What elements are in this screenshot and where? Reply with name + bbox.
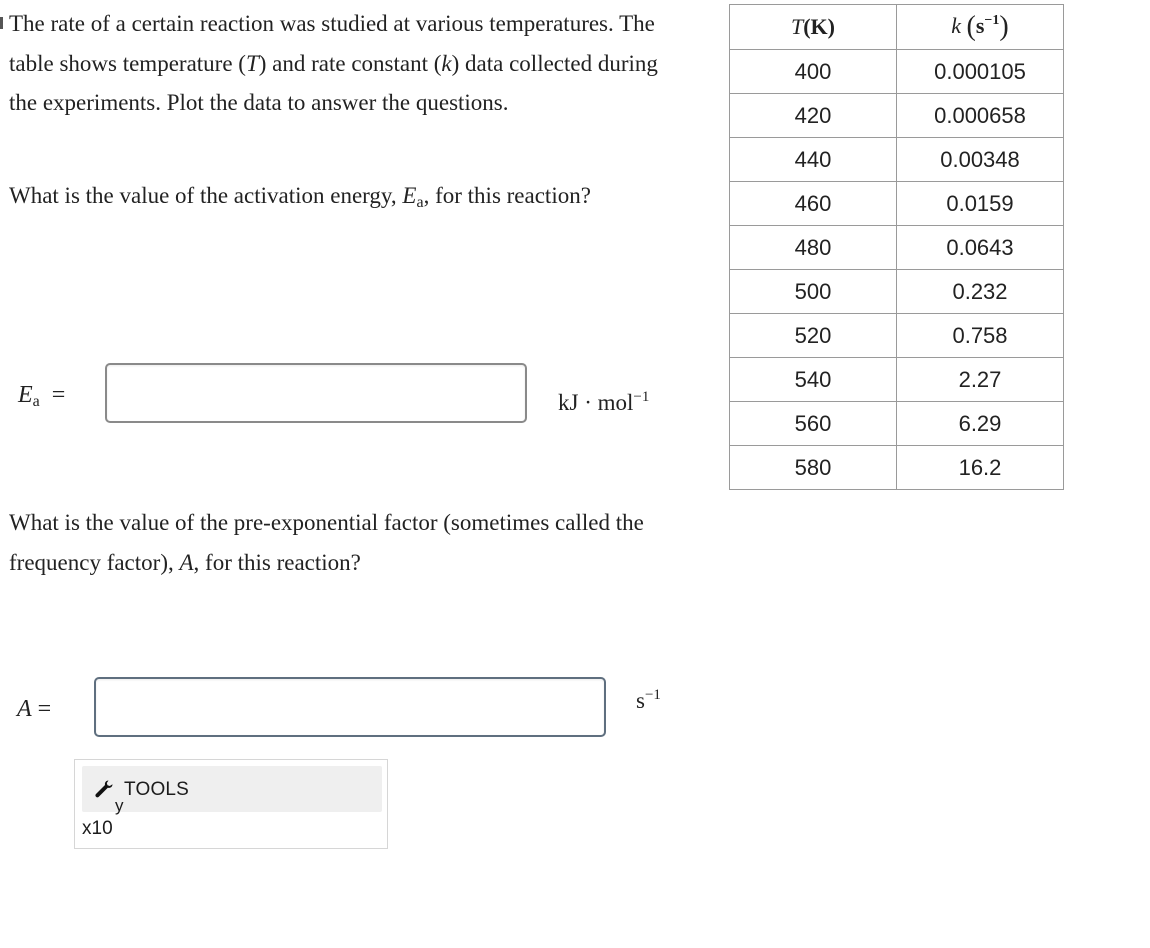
a-unit [636,663,661,733]
wrench-icon [94,779,114,799]
cell-k: 0.758 [897,314,1064,358]
question-intro [9,4,669,123]
ea-input[interactable] [105,363,527,423]
a-unit-sup: −1 [644,687,661,703]
cell-k: 0.0643 [897,226,1064,270]
data-table [729,4,1064,490]
ea-unit-sup: −1 [633,389,650,405]
header-t-unit: (K) [803,14,835,39]
question-pre-exponential [9,503,689,582]
intro-text-2: ) and rate constant ( [258,50,442,76]
cell-k: 0.000105 [897,50,1064,94]
cell-t: 420 [730,94,897,138]
cell-t: 540 [730,358,897,402]
intro-var-t: T [245,50,259,76]
q1-text-2: , for this reaction? [423,183,591,208]
header-k-sup: −1 [984,13,1000,28]
header-t-var: T [790,14,804,39]
cell-t: 480 [730,226,897,270]
ea-answer-row [0,363,700,427]
left-edge-marker [0,17,3,29]
q2-text-2: , for this reaction? [193,549,361,575]
q2-text-1: What is the value of the pre-exponential factor (sometimes called the frequency factor), [9,510,644,575]
cell-t: 520 [730,314,897,358]
a-answer-row [0,677,700,741]
ea-label-sub: a [32,393,40,410]
cell-t: 440 [730,138,897,182]
table-row [730,50,1064,94]
header-k-unit: s [975,13,985,38]
q2-var: A [179,549,194,575]
a-input[interactable] [94,677,606,737]
cell-t: 500 [730,270,897,314]
tools-sub-y: y [115,796,124,815]
header-temperature [730,5,897,50]
cell-k: 2.27 [897,358,1064,402]
cell-k: 6.29 [897,402,1064,446]
table-row [730,182,1064,226]
table-row [730,94,1064,138]
header-k-var: k [951,13,962,38]
table-row [730,270,1064,314]
intro-text-3: ) data collected during the experiments. Plot the data to answer the questions. [9,50,658,115]
cell-k: 0.00348 [897,138,1064,182]
ea-label-var: E [18,382,33,408]
cell-t: 580 [730,446,897,490]
cell-k: 0.0159 [897,182,1064,226]
cell-k: 0.000658 [897,94,1064,138]
cell-t: 460 [730,182,897,226]
table-row [730,402,1064,446]
question-activation-energy [9,176,609,223]
q1-text-1: What is the value of the activation energy, [9,183,403,208]
header-rate-constant [897,5,1064,50]
intro-text-1: The rate of a certain reaction was studied at various temperatures. The table shows temperature ( [9,11,655,76]
table-row [730,314,1064,358]
tools-button[interactable] [82,766,382,815]
cell-t: 560 [730,402,897,446]
a-label-equals: = [37,696,52,722]
header-k-open: ( [966,11,976,42]
cell-k: 0.232 [897,270,1064,314]
table-header-row [730,5,1064,50]
ea-unit [558,365,649,435]
intro-var-k: k [441,50,452,76]
cell-t: 400 [730,50,897,94]
table-row [730,358,1064,402]
a-label [17,677,51,741]
ea-unit-main: kJ · mol [558,390,634,415]
table-row [730,446,1064,490]
table-row [730,226,1064,270]
ea-label [18,363,65,434]
q1-sub: a [416,194,424,211]
table-row [730,138,1064,182]
cell-k: 16.2 [897,446,1064,490]
tools-label: TOOLS [124,779,190,800]
header-k-close: ) [999,11,1009,42]
ea-label-equals: = [51,382,66,408]
tools-panel [74,759,388,849]
a-unit-main: s [636,688,645,713]
a-label-var: A [17,696,32,722]
q1-var: E [402,183,417,208]
x10-button[interactable]: x10 [82,818,113,839]
